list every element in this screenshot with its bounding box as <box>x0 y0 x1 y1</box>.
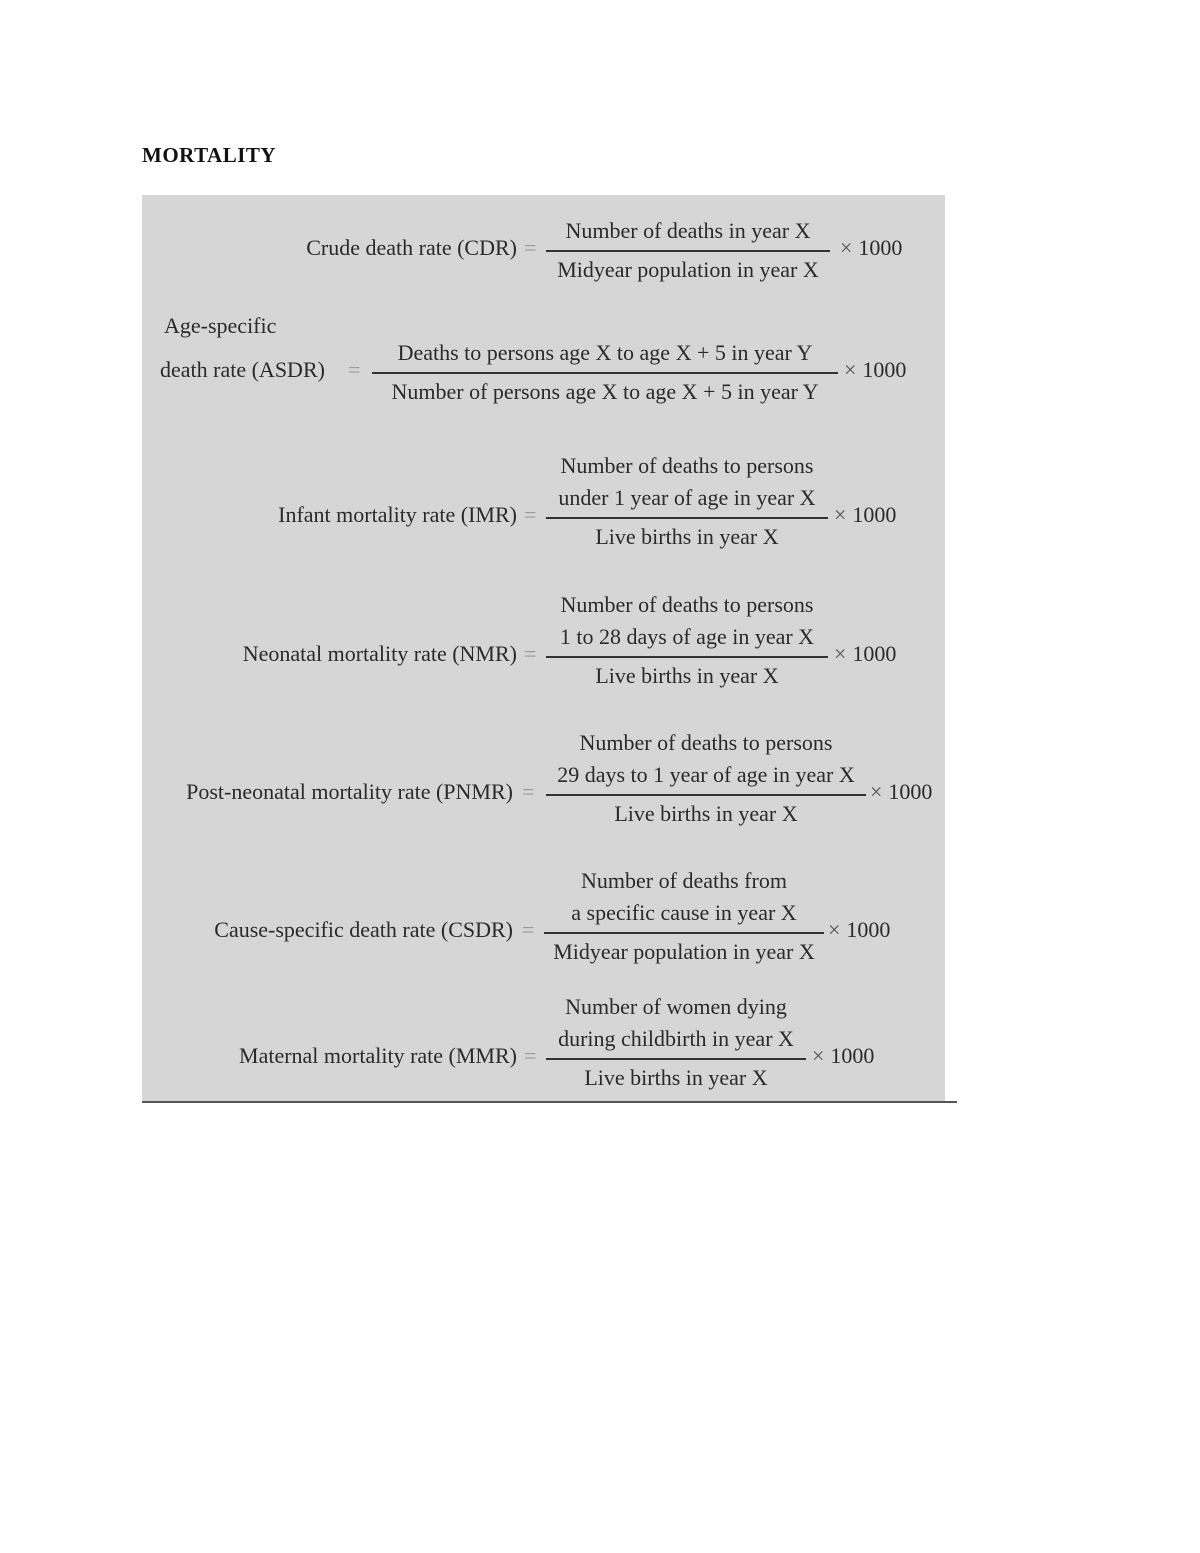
fraction <box>546 727 866 830</box>
numerator-line1: Number of deaths from <box>581 868 787 893</box>
multiplier <box>834 502 896 528</box>
denominator: Live births in year X <box>614 800 798 826</box>
numerator: Number of deaths in year X <box>565 218 811 243</box>
equals-sign: = <box>348 357 361 382</box>
times-sign: × <box>844 357 857 382</box>
formula-panel <box>142 195 945 1101</box>
formula-imr <box>142 450 945 570</box>
multiplier-value: 1000 <box>862 357 907 382</box>
formula-label-line1: Age-specific <box>164 313 277 338</box>
equals-sign: = <box>522 779 535 804</box>
numerator: Deaths to persons age X to age X + 5 in year Y <box>397 340 813 365</box>
denominator: Live births in year X <box>584 1064 768 1090</box>
equals-sign: = <box>524 1043 537 1068</box>
multiplier <box>870 779 932 805</box>
numerator-line1: Number of deaths to persons <box>579 730 833 755</box>
equals-sign: = <box>524 502 537 527</box>
multiplier-value: 1000 <box>858 235 903 260</box>
fraction <box>544 865 824 968</box>
multiplier-value: 1000 <box>846 917 891 942</box>
fraction <box>372 337 838 408</box>
multiplier-value: 1000 <box>888 779 933 804</box>
fraction <box>546 991 806 1094</box>
multiplier-value: 1000 <box>852 641 897 666</box>
numerator-line2: 1 to 28 days of age in year X <box>559 624 815 649</box>
numerator-line1: Number of deaths to persons <box>560 592 814 617</box>
numerator-line2: a specific cause in year X <box>571 900 797 925</box>
formula-label: Maternal mortality rate (MMR) <box>239 1043 517 1068</box>
numerator-line1: Number of deaths to persons <box>560 453 814 478</box>
multiplier <box>840 235 902 261</box>
multiplier <box>812 1043 874 1069</box>
times-sign: × <box>812 1043 825 1068</box>
multiplier <box>828 917 890 943</box>
numerator-line2: under 1 year of age in year X <box>558 485 816 510</box>
numerator-line2: 29 days to 1 year of age in year X <box>557 762 855 787</box>
times-sign: × <box>834 641 847 666</box>
denominator: Live births in year X <box>595 662 779 688</box>
formula-csdr <box>142 865 945 985</box>
fraction-bar <box>546 794 866 796</box>
denominator: Number of persons age X to age X + 5 in year Y <box>391 378 819 404</box>
formula-label: Infant mortality rate (IMR) <box>278 502 517 527</box>
page-heading: MORTALITY <box>142 143 277 167</box>
denominator: Live births in year X <box>595 523 779 549</box>
formula-label: Crude death rate (CDR) <box>306 235 517 260</box>
multiplier <box>834 641 896 667</box>
fraction-bar <box>544 932 824 934</box>
multiplier-value: 1000 <box>852 502 897 527</box>
times-sign: × <box>834 502 847 527</box>
formula-label: Cause-specific death rate (CSDR) <box>214 917 513 942</box>
formula-label: Post-neonatal mortality rate (PNMR) <box>186 779 513 804</box>
formula-label-line2: death rate (ASDR) <box>160 357 325 382</box>
formula-pnmr <box>142 727 945 847</box>
equals-sign: = <box>524 235 537 260</box>
formula-nmr <box>142 589 945 709</box>
numerator-line1: Number of women dying <box>565 994 787 1019</box>
bottom-rule <box>142 1101 957 1103</box>
multiplier-value: 1000 <box>830 1043 875 1068</box>
equals-sign: = <box>522 917 535 942</box>
fraction-bar <box>546 1058 806 1060</box>
times-sign: × <box>870 779 883 804</box>
numerator-line2: during childbirth in year X <box>558 1026 794 1051</box>
denominator: Midyear population in year X <box>553 938 815 964</box>
fraction <box>546 589 828 692</box>
fraction <box>546 215 830 286</box>
times-sign: × <box>840 235 853 260</box>
formula-label: Neonatal mortality rate (NMR) <box>242 641 517 666</box>
equals-sign: = <box>524 641 537 666</box>
denominator: Midyear population in year X <box>557 256 819 282</box>
fraction-bar <box>372 372 838 374</box>
fraction-bar <box>546 517 828 519</box>
formula-asdr <box>142 313 945 433</box>
fraction-bar <box>546 250 830 252</box>
multiplier <box>844 357 906 383</box>
fraction <box>546 450 828 553</box>
formula-mmr <box>142 991 945 1111</box>
fraction-bar <box>546 656 828 658</box>
times-sign: × <box>828 917 841 942</box>
